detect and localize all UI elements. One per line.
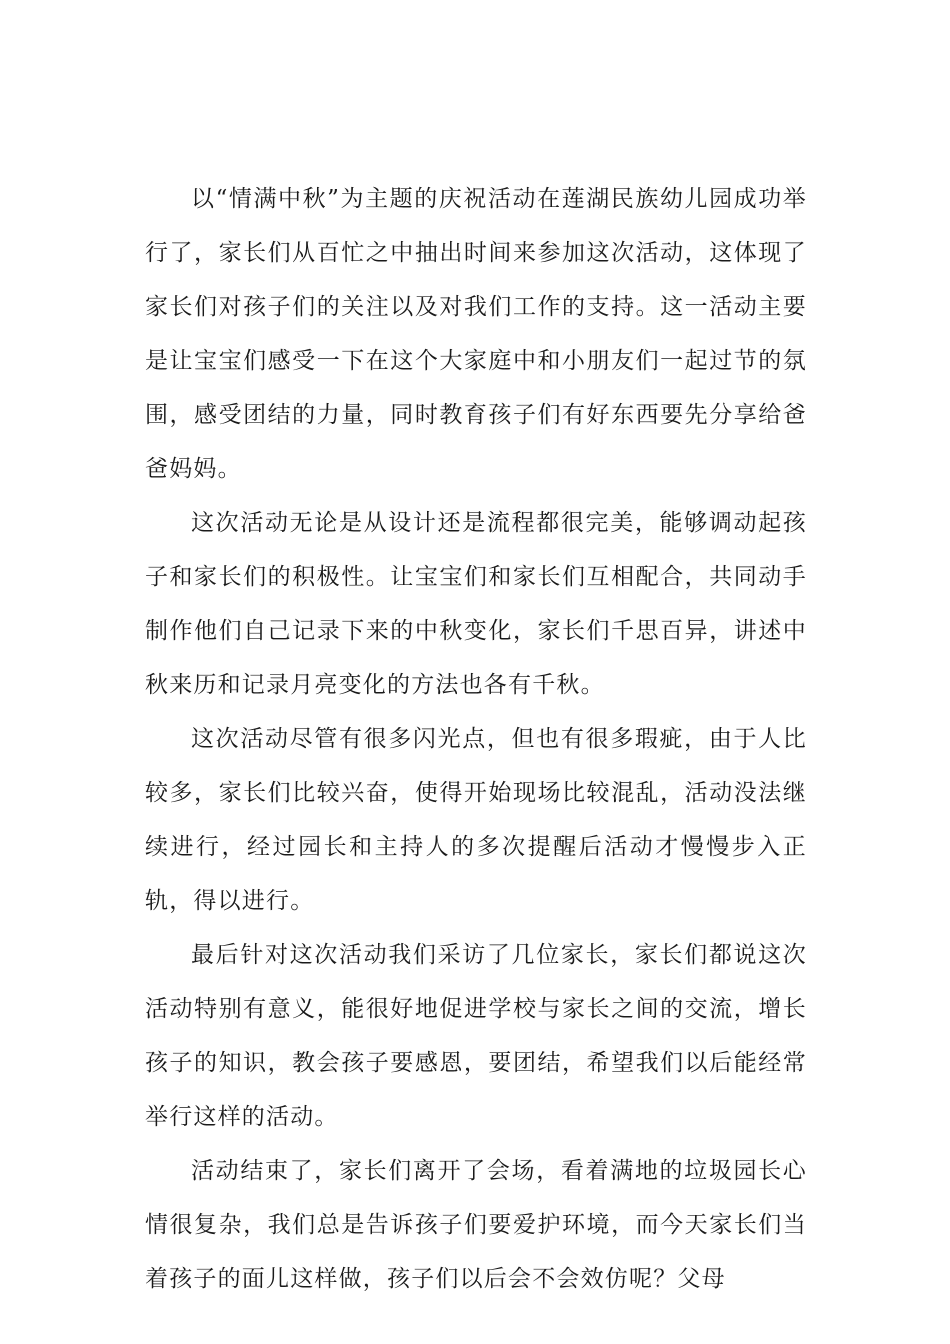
paragraph-2: 这次活动无论是从设计还是流程都很完美，能够调动起孩子和家长们的积极性。让宝宝们和家长们互相配合，共同动手制作他们自己记录下来的中秋变化，家长们千思百异，讲述中秋来历和记录月亮变化的方法也各有千秋。 <box>145 510 807 698</box>
document-body <box>145 172 807 1306</box>
paragraph-3: 这次活动尽管有很多闪光点，但也有很多瑕疵，由于人比较多，家长们比较兴奋，使得开始现场比较混乱，活动没法继续进行，经过园长和主持人的多次提醒后活动才慢慢步入正轨，得以进行。 <box>145 726 807 914</box>
paragraph-1: 以“情满中秋”为主题的庆祝活动在莲湖民族幼儿园成功举行了，家长们从百忙之中抽出时间来参加这次活动，这体现了家长们对孩子们的关注以及对我们工作的支持。这一活动主要是让宝宝们感受一下在这个大家庭中和小朋友们一起过节的氛围，感受团结的力量，同时教育孩子们有好东西要先分享给爸爸妈妈。 <box>145 186 807 482</box>
paragraph-4: 最后针对这次活动我们采访了几位家长，家长们都说这次活动特别有意义，能很好地促进学校与家长之间的交流，增长孩子的知识，教会孩子要感恩，要团结，希望我们以后能经常举行这样的活动。 <box>145 942 807 1130</box>
paragraph-5: 活动结束了，家长们离开了会场，看着满地的垃圾园长心情很复杂，我们总是告诉孩子们要爱护环境，而今天家长们当着孩子的面儿这样做，孩子们以后会不会效仿呢？父母 <box>145 1158 807 1292</box>
